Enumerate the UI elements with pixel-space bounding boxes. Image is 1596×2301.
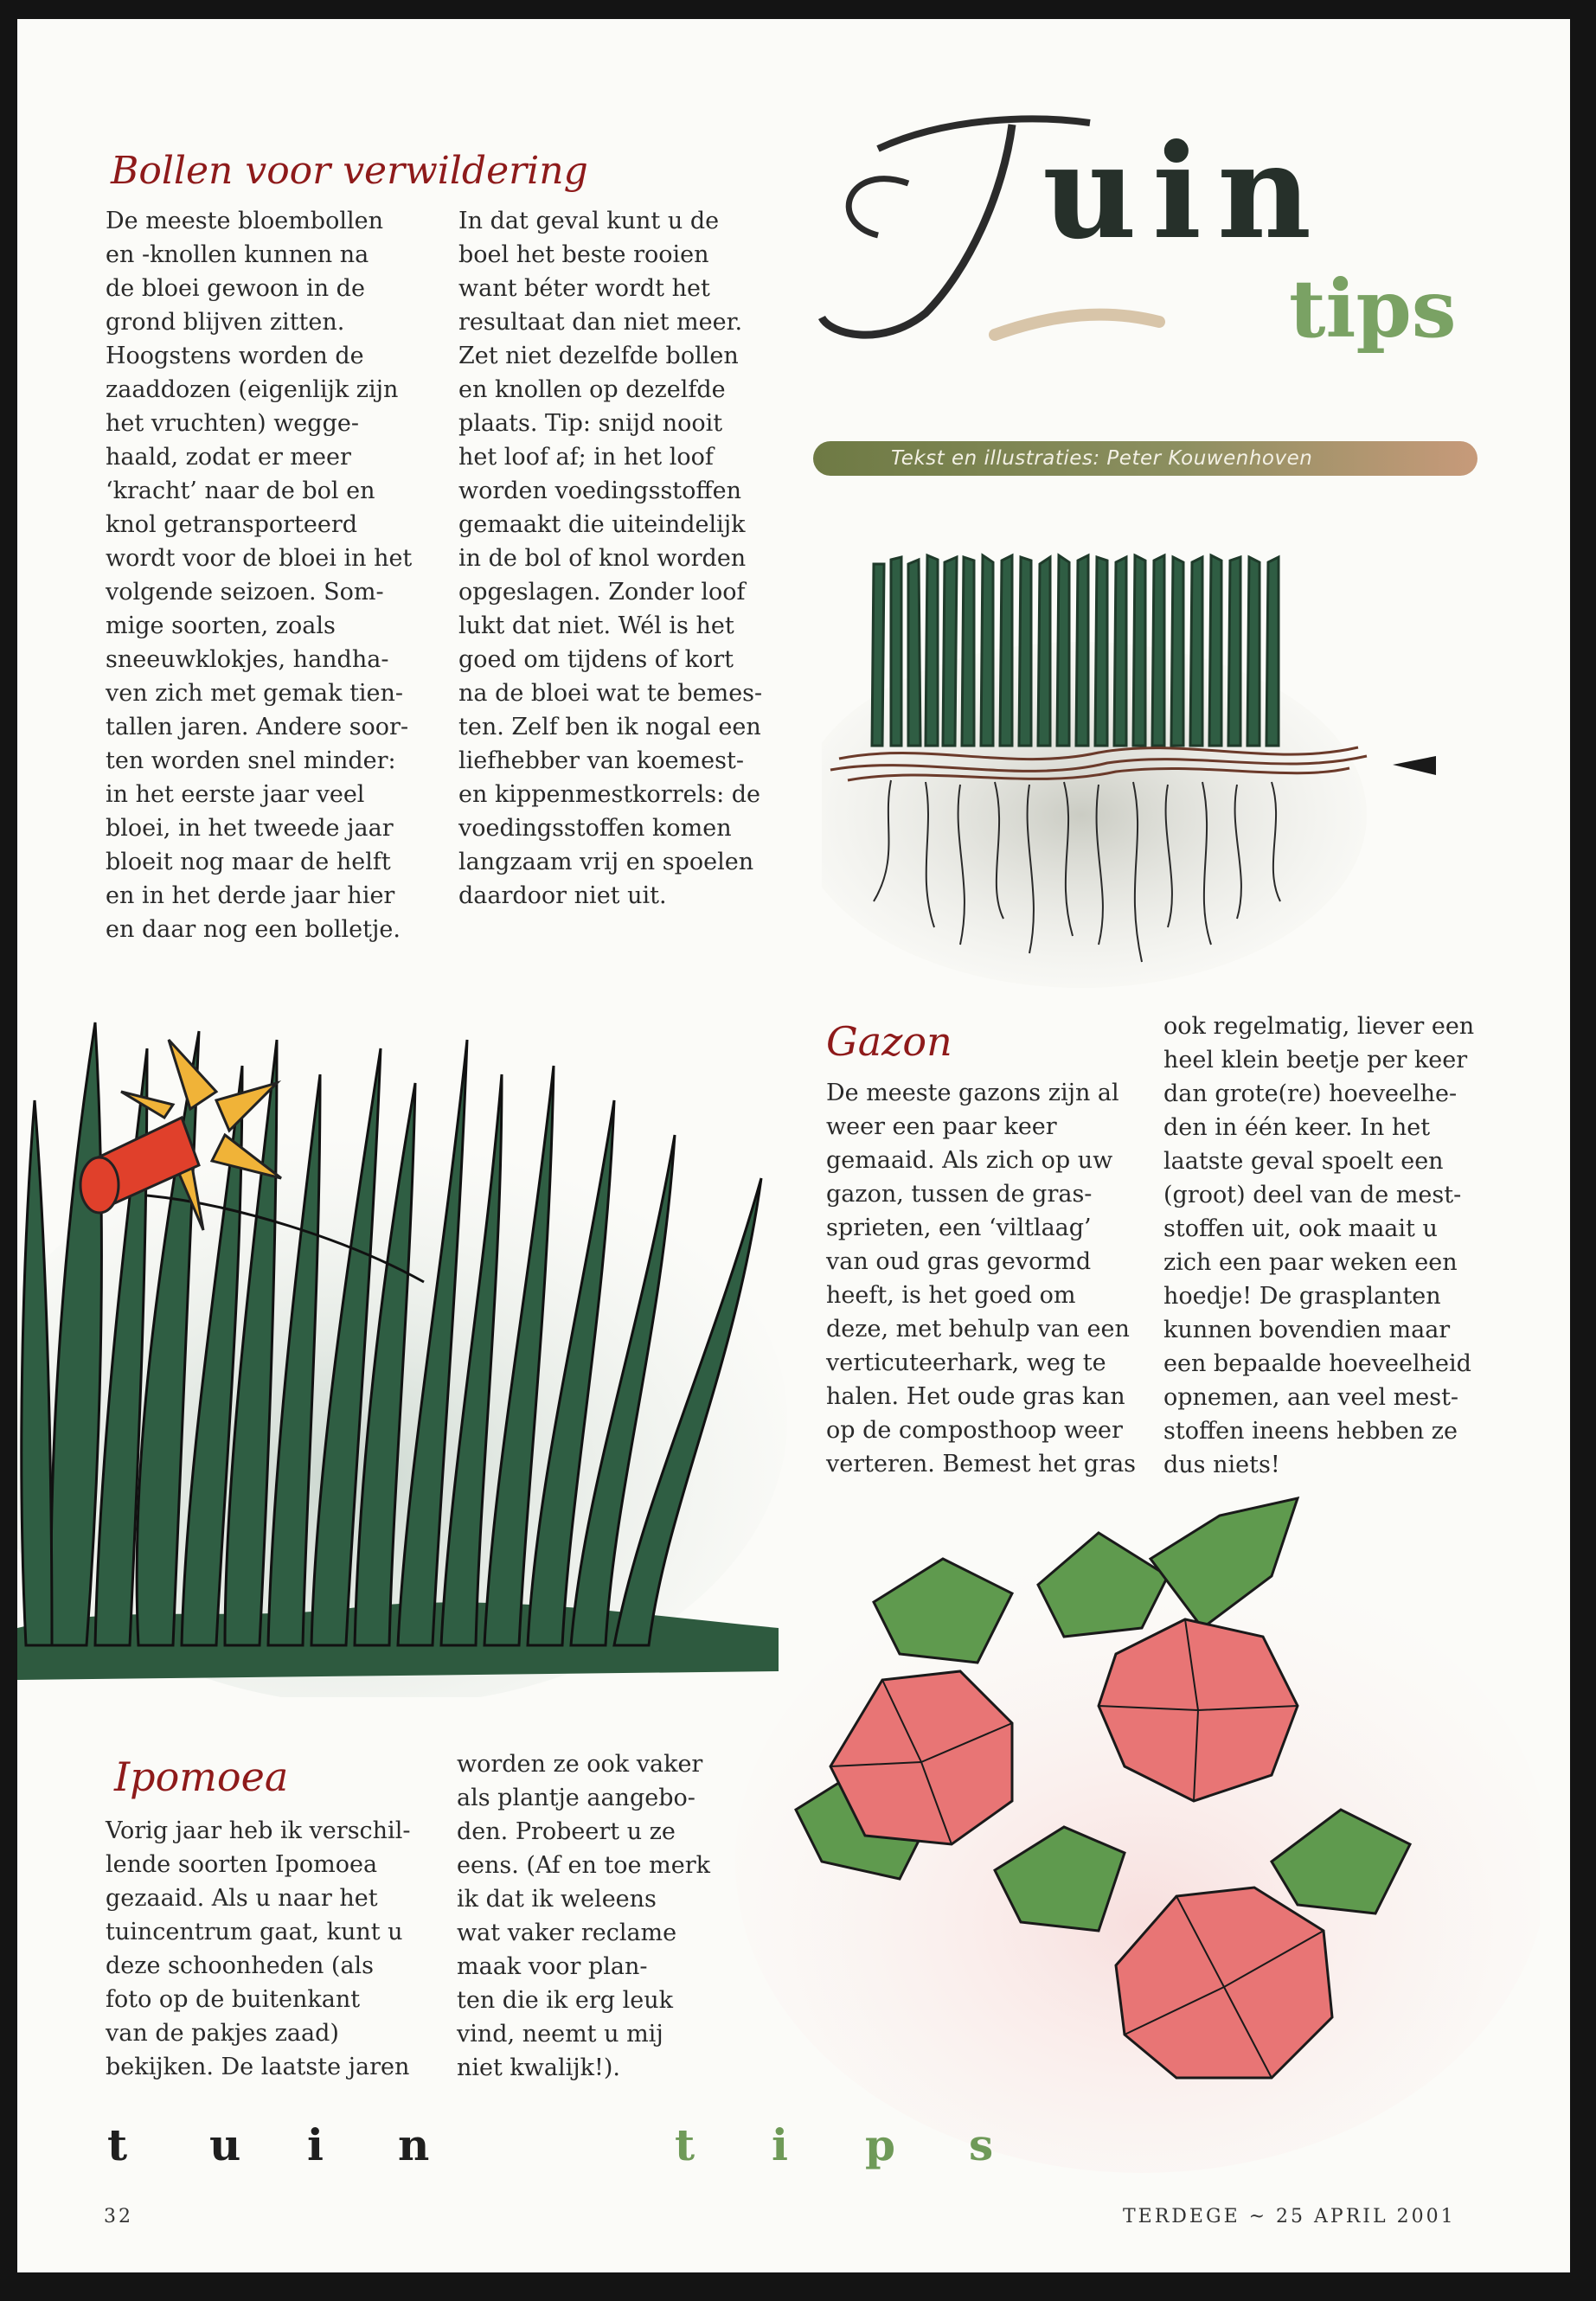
masthead-word-uin: uin [1042,116,1328,268]
publication-date: TERDEGE ~ 25 APRIL 2001 [1123,2206,1456,2227]
masthead-letter-t [891,88,897,98]
ipomoea-flowers-illustration [735,1481,1540,2190]
credit-bar: Tekst en illustraties: Peter Kouwenhoven [813,441,1477,476]
footer-letter-t: t [107,2119,128,2170]
bollen-column-1: De meeste bloembollen en -knollen kunnen na de bloei gewoon in de grond blijven zitten. Hoogstens worden de zaaddozen (eigenlijk zijn het vruchten) wegge- haald, zodat er meer ‘kracht’ naar de bol en knol getransporteerd wordt voor de bloei in het volgende seizoen. Som- mige soorten, zoals sneeuwklokjes, handha- ven zich met gemak tien- tallen jaren. Andere soor- ten worden snel minder: in het eerste jaar veel bloei, in het tweede jaar bloeit nog maar de helft en in het derde jaar hier en daar nog een bolletje. [106,208,413,943]
heading-gazon: Gazon [826,1018,952,1065]
footer-letter-u: u [209,2119,241,2170]
footer-letter-i: i [307,2119,324,2170]
daffodil-grass-illustration [17,988,796,1697]
heading-bollen: Bollen voor verwildering [111,149,588,193]
gazon-column-2: ook regelmatig, liever een heel klein beetje per keer dan grote(re) hoeveelhe- den in één keer. In het laatste geval spoelt een (groot) deel van de mest- stoffen uit, ook maait u zich een paar weken een hoedje! De grasplanten kunnen bovendien maar een bepaalde hoeveelheid opnemen, aan veel mest- stoffen ineens hebben ze dus niets! [1163,1013,1475,1478]
magazine-page [17,19,1570,2272]
footer-letter-i2: i [772,2119,788,2170]
bollen-column-2: In dat geval kunt u de boel het beste rooien want béter wordt het resultaat dan niet meer. Zet niet dezelfde bollen en knollen op dezelfde plaats. Tip: snijd nooit het loof af; in het loof worden voedingsstoffen gemaakt die uiteindelijk in de bol of knol worden opgeslagen. Zonder loof lukt dat niet. Wél is het goed om tijdens of kort na de bloei wat te bemes- ten. Zelf ben ik nogal een liefhebber van koemest- en kippenmestkorrels: de voedingsstoffen komen langzaam vrij en spoelen daardoor niet uit. [458,208,763,909]
footer-letter-t2: t [675,2119,695,2170]
ipomoea-column-2: worden ze ook vaker als plantje aangebo- den. Probeert u ze eens. (Af en toe merk ik dat ik weleens wat vaker reclame maak voor plan- ten die ik erg leuk vind, neemt u mij niet kwalijk!). [457,1751,710,2081]
masthead-word-tips: tips [1289,262,1457,356]
footer-letter-p: p [865,2119,895,2170]
page-number: 32 [104,2206,133,2227]
ipomoea-column-1: Vorig jaar heb ik verschil- lende soorten Ipomoea gezaaid. Als u naar het tuincentrum gaat, kunt u deze schoonheden (als foto op de buitenkant van de pakjes zaad) bekijken. De laatste jaren [106,1817,411,2080]
footer-letter-n: n [398,2119,430,2170]
gazon-column-1: De meeste gazons zijn al weer een paar keer gemaaid. Als zich op uw gazon, tussen de gras- sprieten, een ‘viltlaag’ van oud gras gevormd heeft, is het goed om deze, met behulp van een verticuteerhark, weg te halen. Het oude gras kan op de composthoop weer verteren. Bemest het gras [826,1080,1137,1477]
lawn-cross-section-illustration [822,512,1445,997]
heading-ipomoea: Ipomoea [114,1753,289,1800]
footer-letter-s: s [969,2119,994,2170]
